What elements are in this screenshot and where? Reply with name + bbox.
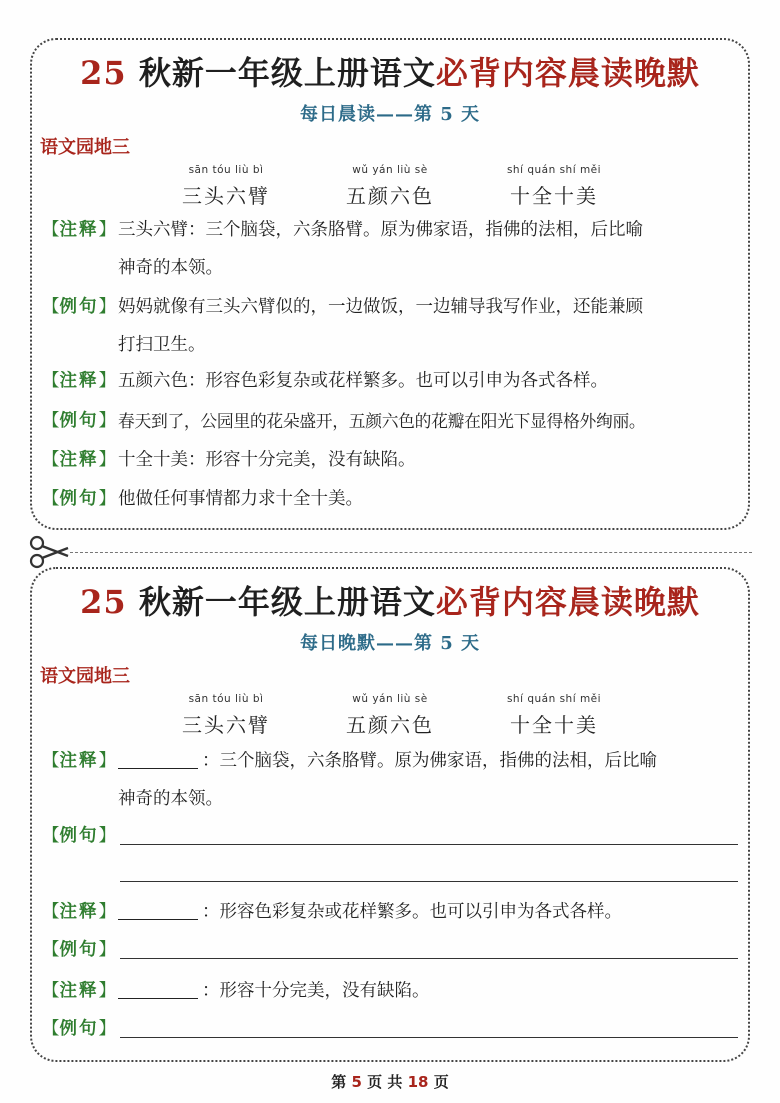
row-text-continued: 神奇的本领。 xyxy=(118,258,223,278)
writing-line[interactable] xyxy=(120,1037,738,1038)
row-text: 他做任何事情都力求十全十美。 xyxy=(118,489,363,509)
example-row: 【例句】 xyxy=(42,1019,116,1039)
annotation-row: 【注释】 xyxy=(42,751,116,771)
idiom-1 xyxy=(166,164,286,209)
row-label: 例句 xyxy=(59,411,99,431)
row-text: ：形容十分完美，没有缺陷。 xyxy=(202,981,430,1001)
annotation-row: 【注释】 xyxy=(42,450,116,470)
total-page-number: 18 xyxy=(407,1073,429,1091)
row-label: 例句 xyxy=(59,826,99,846)
row-label: 注释 xyxy=(59,371,99,391)
row-label: 例句 xyxy=(59,940,99,960)
idiom-text: 三头六臂 xyxy=(182,184,270,208)
title-course: 秋新一年级上册语文 xyxy=(138,54,436,92)
annotation-row: 【注释】 xyxy=(42,902,116,922)
morning-reading-card xyxy=(30,38,750,530)
row-text-continued: 神奇的本领。 xyxy=(118,789,223,809)
idiom-pinyin: sān tóu liù bì xyxy=(188,693,264,705)
scissors-icon xyxy=(28,534,70,570)
row-label: 注释 xyxy=(59,902,99,922)
row-fill-text xyxy=(118,744,657,778)
title-topic: 必背内容晨读晚默 xyxy=(435,54,700,92)
page-footer xyxy=(0,1071,780,1092)
row-text: ：三个脑袋，六条胳臂。原为佛家语，指佛的法相，后比喻 xyxy=(202,751,657,771)
section-heading: 语文园地三 xyxy=(40,666,130,687)
page-title xyxy=(32,48,748,94)
annotation-row: 【注释】 xyxy=(42,981,116,1001)
writing-line[interactable] xyxy=(120,958,738,959)
footer-pre: 第 xyxy=(331,1073,347,1091)
page-title xyxy=(32,577,748,623)
title-grade-number: 25 xyxy=(80,54,127,92)
title-grade-number: 25 xyxy=(80,583,127,621)
row-text: 三头六臂：三个脑袋，六条胳臂。原为佛家语，指佛的法相，后比喻 xyxy=(118,220,643,240)
footer-mid: 页 共 xyxy=(367,1073,403,1091)
example-row: 【例句】 xyxy=(42,940,116,960)
idiom-text: 五颜六色 xyxy=(346,184,434,208)
idiom-pinyin: sān tóu liù bì xyxy=(188,164,264,176)
idiom-2 xyxy=(330,693,450,738)
idiom-pinyin: shí quán shí měi xyxy=(506,164,602,176)
row-fill-text xyxy=(118,895,622,929)
row-label: 例句 xyxy=(59,1019,99,1039)
idiom-pinyin: wǔ yán liù sè xyxy=(352,164,428,176)
title-topic: 必背内容晨读晚默 xyxy=(435,583,700,621)
evening-subtitle: 每日晚默——第 5 天 xyxy=(299,633,481,654)
row-label: 注释 xyxy=(59,751,99,771)
idiom-text: 十全十美 xyxy=(510,184,598,208)
example-row: 【例句】 xyxy=(42,489,116,509)
current-page-number: 5 xyxy=(351,1073,362,1091)
footer-post: 页 xyxy=(433,1073,449,1091)
row-label: 例句 xyxy=(59,297,99,317)
fill-blank[interactable] xyxy=(118,747,198,769)
idiom-3 xyxy=(494,693,614,738)
row-label: 注释 xyxy=(59,220,99,240)
annotation-row: 【注释】 xyxy=(42,371,116,391)
idiom-pinyin: shí quán shí měi xyxy=(506,693,602,705)
row-label: 注释 xyxy=(59,981,99,1001)
row-fill-text xyxy=(118,974,430,1008)
writing-line[interactable] xyxy=(120,844,738,845)
idiom-text: 五颜六色 xyxy=(346,713,434,737)
idiom-3 xyxy=(494,164,614,209)
row-text: 五颜六色：形容色彩复杂或花样繁多。也可以引申为各式各样。 xyxy=(118,371,608,391)
row-text: 春天到了，公园里的花朵盛开，五颜六色的花瓣在阳光下显得格外绚丽。 xyxy=(118,411,646,431)
title-course: 秋新一年级上册语文 xyxy=(138,583,436,621)
example-row: 【例句】 xyxy=(42,297,116,317)
row-text: ：形容色彩复杂或花样繁多。也可以引申为各式各样。 xyxy=(202,902,622,922)
idiom-text: 十全十美 xyxy=(510,713,598,737)
evening-dictation-card xyxy=(30,567,750,1062)
example-row: 【例句】 xyxy=(42,411,116,431)
writing-line[interactable] xyxy=(120,881,738,882)
idiom-pinyin: wǔ yán liù sè xyxy=(352,693,428,705)
fill-blank[interactable] xyxy=(118,898,198,920)
row-text: 十全十美：形容十分完美，没有缺陷。 xyxy=(118,450,416,470)
morning-subtitle: 每日晨读——第 5 天 xyxy=(299,104,481,125)
row-text: 妈妈就像有三头六臂似的，一边做饭，一边辅导我写作业，还能兼顾 xyxy=(118,297,643,317)
cut-line xyxy=(70,552,752,553)
row-label: 例句 xyxy=(59,489,99,509)
section-heading: 语文园地三 xyxy=(40,137,130,158)
idiom-1 xyxy=(166,693,286,738)
example-row: 【例句】 xyxy=(42,826,116,846)
row-label: 注释 xyxy=(59,450,99,470)
idiom-2 xyxy=(330,164,450,209)
annotation-row: 【注释】 xyxy=(42,220,116,240)
row-text-continued: 打扫卫生。 xyxy=(118,335,206,355)
idiom-text: 三头六臂 xyxy=(182,713,270,737)
fill-blank[interactable] xyxy=(118,977,198,999)
